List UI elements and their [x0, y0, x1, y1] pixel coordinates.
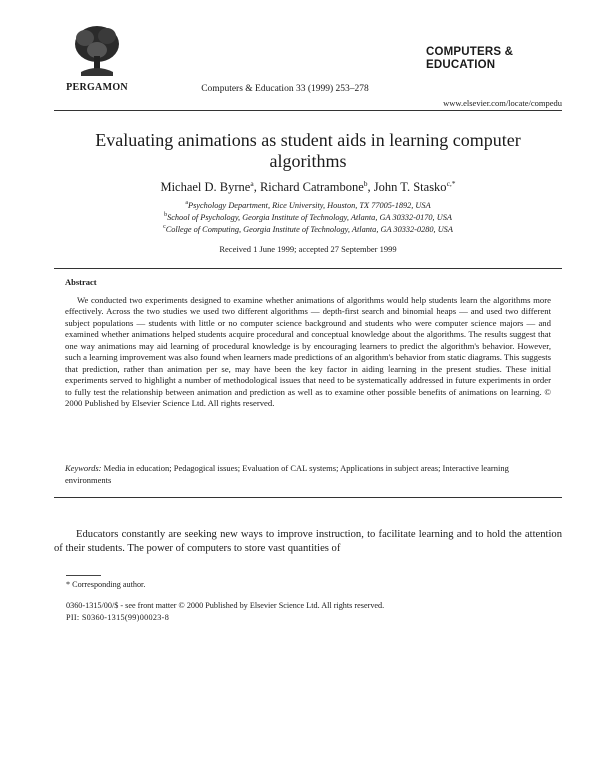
received-dates: Received 1 June 1999; accepted 27 September 1999: [219, 244, 397, 254]
affiliation: [54, 200, 562, 210]
copyright-line: 0360-1315/00/$ - see front matter © 2000 Published by Elsevier Science Ltd. All rights reserved.: [66, 601, 385, 610]
author-mark: c,*: [446, 179, 456, 188]
title-line-2: algorithms: [269, 151, 347, 171]
journal-url[interactable]: www.elsevier.com/locate/compedu: [443, 98, 562, 108]
author-name: John T. Stasko: [373, 180, 447, 195]
tree-emblem-icon: [67, 22, 127, 80]
publisher-name: PERGAMON: [66, 82, 128, 93]
affiliation: [54, 212, 562, 222]
abstract-top-rule: [54, 268, 562, 269]
author-name: Michael D. Byrne: [160, 180, 251, 195]
article-title: [54, 130, 562, 172]
affiliation: [54, 224, 562, 234]
abstract-bottom-rule: [54, 497, 562, 498]
author-mark: a: [250, 179, 254, 188]
body-paragraph: Educators constantly are seeking new ways to improve instruction, to facilitate learning and to hold the attention of their students. The power of computers to store vast quantities of: [54, 529, 562, 554]
author-list: Michael D. Byrne$^a$, Richard Catrambone$^b$, John T. Stasko$^{c,*}$: [160, 179, 456, 195]
affiliation-mark: c: [163, 224, 166, 230]
keywords-text: Media in education; Pedagogical issues; Evaluation of CAL systems; Applications in subject areas; Interactive learning environments: [65, 463, 509, 485]
header-rule: [54, 110, 562, 111]
footnote-rule: [66, 575, 101, 576]
author-mark: b: [363, 179, 368, 188]
journal-citation: Computers & Education 33 (1999) 253–278: [201, 84, 369, 94]
author-name: Richard Catrambone: [259, 180, 364, 195]
title-line-1: Evaluating animations as student aids in learning computer: [95, 130, 521, 150]
corresponding-author-note: * Corresponding author.: [66, 580, 146, 589]
affiliation-mark: b: [164, 212, 168, 218]
journal-name-line1: COMPUTERS &: [426, 46, 514, 58]
abstract-text: We conducted two experiments designed to examine whether animations of algorithms would help students learn the algorithms more effectively. Across the two studies we used two different algorithms — depth-first search and binomial heaps — and used two different subject populations — students with little or no computer science background and students who were computer science majors — and examined whether animations helped students acquire procedural and conceptual knowledge about the algorithms. The results suggest that one way animations may aid learning of procedural knowledge is by encouraging learners to predict the algorithm's behavior. However, such a learning improvement was also found when learners made predictions of an algorithm's behavior from static diagrams. This suggests that prediction, rather than animation per se, may have been the key factor in aiding learning in the present studies. These initial experiments served to highlight a number of methodological issues that need to be systematically addressed in future experiments in order to fully test the relationship between animation and prediction as well as to examine other possible benefits of animations on learning. © 2000 Published by Elsevier Science Ltd. All rights reserved.: [65, 295, 551, 409]
keywords: [65, 463, 551, 486]
keywords-label: Keywords:: [65, 463, 102, 473]
journal-name-line2: EDUCATION: [426, 59, 496, 71]
journal-name: [426, 46, 566, 72]
affiliation-text: Psychology Department, Rice University, Houston, TX 77005-1892, USA: [188, 200, 431, 210]
affiliation-mark: a: [185, 200, 188, 206]
pii-line: PII: S0360-1315(99)00023-8: [66, 613, 170, 622]
abstract-heading: Abstract: [65, 277, 97, 287]
affiliation-text: College of Computing, Georgia Institute of Technology, Atlanta, GA 30332-0280, USA: [165, 224, 453, 234]
affiliation-text: School of Psychology, Georgia Institute of Technology, Atlanta, GA 30332-0170, USA: [167, 212, 452, 222]
